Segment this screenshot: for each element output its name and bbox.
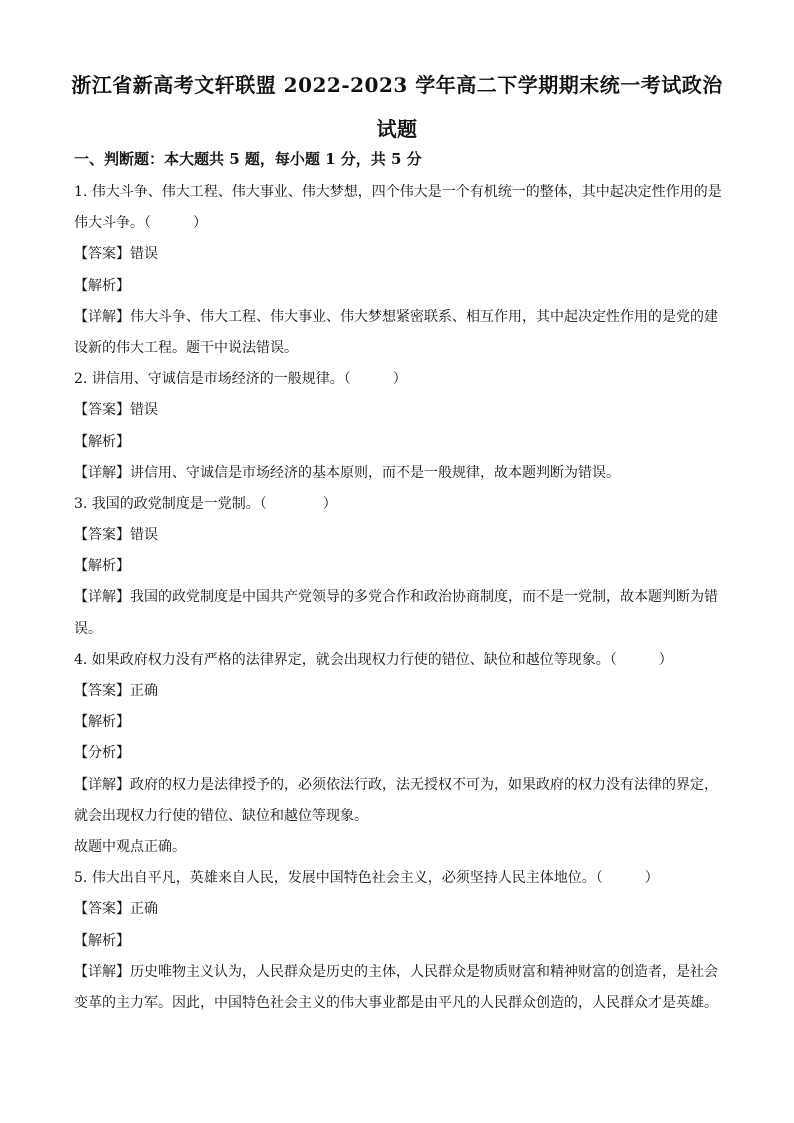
section-heading: 一、判断题：本大题共 5 题，每小题 1 分，共 5 分 — [74, 150, 422, 168]
body-line: 【详解】历史唯物主义认为，人民群众是历史的主体，人民群众是物质财富和精神财富的创造者，是社会 — [74, 963, 718, 980]
body-line: 【答案】错误 — [74, 402, 158, 419]
body-line: 设新的伟大工程。题干中说法错误。 — [74, 339, 298, 356]
body-line: 【解析】 — [74, 433, 130, 450]
body-line: 误。 — [74, 620, 102, 637]
body-line: 伟大斗争。（ ） — [74, 215, 207, 232]
body-line: 变革的主力军。因此，中国特色社会主义的伟大事业都是由平凡的人民群众创造的，人民群众才是英雄。 — [74, 994, 718, 1011]
document-title-line-2: 试题 — [376, 117, 418, 141]
body-line: 【解析】 — [74, 932, 130, 949]
document-title-line-1: 浙江省新高考文轩联盟 2022-2023 学年高二下学期期末统一考试政治 — [71, 73, 723, 97]
body-line: 就会出现权力行使的错位、缺位和越位等现象。 — [74, 807, 368, 824]
body-line: 【详解】讲信用、守诚信是市场经济的基本原则，而不是一般规律，故本题判断为错误。 — [74, 464, 620, 481]
body-line: 【答案】错误 — [74, 246, 158, 263]
body-line: 2. 讲信用、守诚信是市场经济的一般规律。（ ） — [74, 371, 407, 388]
body-line: 4. 如果政府权力没有严格的法律界定，就会出现权力行使的错位、缺位和越位等现象。（ ） — [74, 651, 673, 668]
body-line: 【解析】 — [74, 714, 130, 731]
body-line: 5. 伟大出自平凡，英雄来自人民，发展中国特色社会主义，必须坚持人民主体地位。（ ） — [74, 870, 659, 887]
body-line: 3. 我国的政党制度是一党制。（ ） — [74, 495, 337, 512]
body-line: 【详解】我国的政党制度是中国共产党领导的多党合作和政治协商制度，而不是一党制，故本题判断为错 — [74, 589, 718, 606]
document-body — [74, 177, 724, 1019]
body-line: 【详解】政府的权力是法律授予的，必须依法行政，法无授权不可为，如果政府的权力没有法律的界定， — [74, 776, 718, 793]
body-line: 【分析】 — [74, 745, 130, 762]
body-line: 【答案】正确 — [74, 901, 158, 918]
body-line: 【解析】 — [74, 277, 130, 294]
body-line: 【解析】 — [74, 558, 130, 575]
body-line: 【答案】错误 — [74, 527, 158, 544]
body-line: 1. 伟大斗争、伟大工程、伟大事业、伟大梦想，四个伟大是一个有机统一的整体，其中起决定性作用的是 — [74, 184, 722, 200]
body-line: 【详解】伟大斗争、伟大工程、伟大事业、伟大梦想紧密联系、相互作用，其中起决定性作用的是党的建 — [74, 308, 718, 325]
body-line: 故题中观点正确。 — [74, 838, 186, 855]
body-line: 【答案】正确 — [74, 683, 158, 699]
